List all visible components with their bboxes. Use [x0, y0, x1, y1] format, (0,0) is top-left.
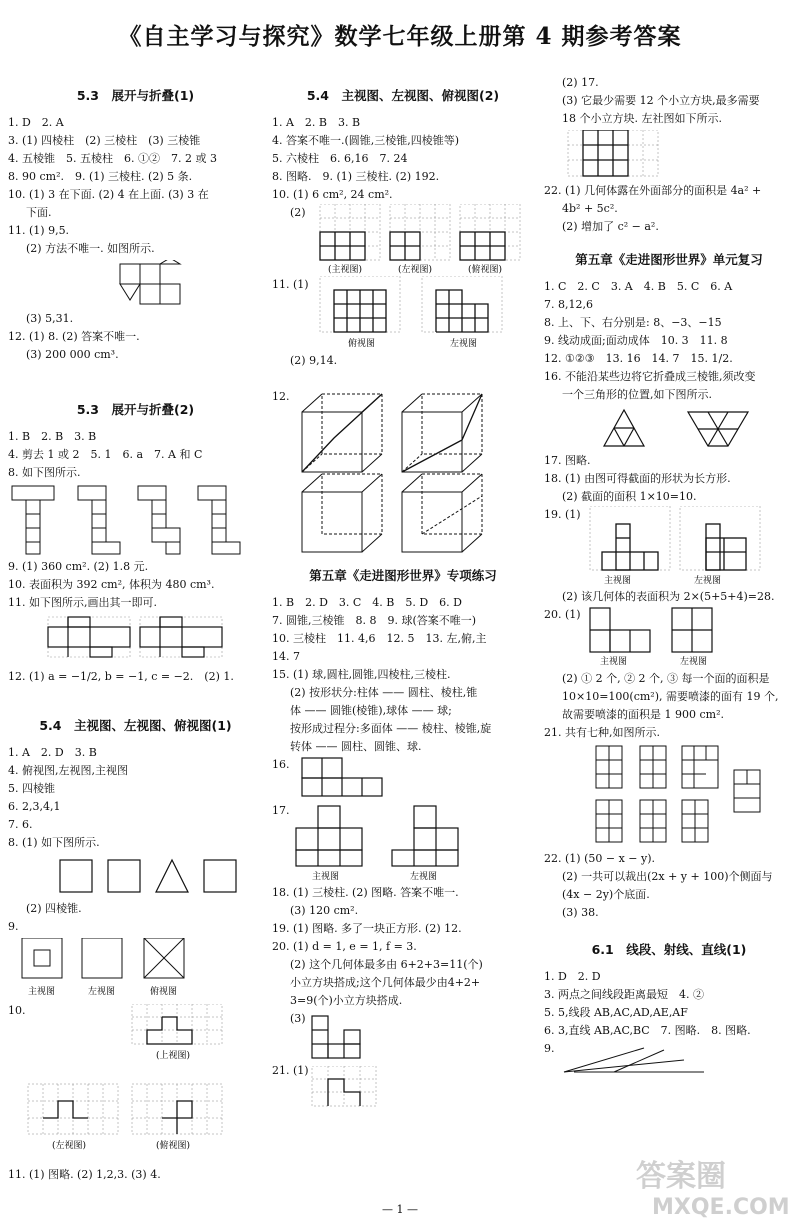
answer-line: 11. (1)	[272, 278, 309, 291]
answer-line: 4b² + 5c².	[562, 202, 618, 215]
watermark-logo	[630, 1148, 800, 1220]
grid-view-figure	[544, 130, 794, 180]
answer-line: (2) 截面的面积 1×10=10.	[562, 490, 697, 503]
view-caption: (俯视图)	[156, 1141, 191, 1151]
view-caption: 左视图	[680, 657, 708, 667]
column-3	[544, 74, 794, 1078]
answer-line: 下面.	[26, 206, 52, 219]
answer-line: 19. (1) 图略. 多了一块正方形. (2) 12.	[272, 922, 462, 935]
answer-line: 10. 表面积为 392 cm², 体积为 480 cm³.	[8, 578, 215, 591]
answer-line: (3) 38.	[562, 906, 599, 919]
section-heading: 6.1 线段、射线、直线(1)	[591, 942, 747, 957]
answer-line: 16. 不能沿某些边将它折叠成三棱锥,须改变	[544, 370, 756, 383]
answer-line: 9.	[8, 920, 19, 933]
answer-line: (2) 一共可以裁出(2x + y + 100)个侧面与	[562, 870, 773, 883]
answer-line: 19. (1)	[544, 508, 581, 521]
view-caption: 主视图	[28, 987, 56, 997]
answer-line: 一个三角形的位置,如下图所示.	[562, 388, 712, 401]
section-heading: 5.3 展开与折叠(1)	[76, 88, 195, 103]
cube-section-figure	[272, 388, 534, 556]
answer-line: 7. 6.	[8, 818, 33, 831]
svg-text:MXQE.COM: MXQE.COM	[652, 1195, 790, 1220]
section-heading: 5.3 展开与折叠(2)	[76, 402, 195, 417]
view-caption: (主视图)	[328, 265, 363, 274]
answer-line: 1. A 2. B 3. B	[272, 116, 361, 129]
answer-line: 21. (1)	[272, 1064, 309, 1077]
answer-line: 12. (1) a = −1/2, b = −1, c = −2. (2) 1.	[8, 670, 234, 683]
answer-line: 4. 剪去 1 或 2 5. 1 6. a 7. A 和 C	[8, 448, 203, 461]
answer-line: 转体 —— 圆柱、圆锥、球.	[290, 740, 422, 753]
section-heading: 5.4 主视图、左视图、俯视图(2)	[306, 88, 500, 103]
answer-line: 10. (1) 6 cm², 24 cm².	[272, 188, 393, 201]
answer-line: 11. 如下图所示,画出其一即可.	[8, 596, 157, 609]
answer-line: (2) 方法不唯一. 如图所示.	[26, 242, 155, 255]
net-figure	[272, 756, 534, 800]
answer-line: (2) 按形状分:柱体 —— 圆柱、棱柱,锥	[290, 686, 478, 699]
answer-line: 7. 8,12,6	[544, 298, 593, 311]
stacked-views-figure	[544, 606, 794, 668]
grid-views-figure	[8, 1004, 263, 1164]
page-title: 《自主学习与探究》数学七年级上册第 4 期参考答案	[118, 23, 682, 50]
section-heading: 5.4 主视图、左视图、俯视图(1)	[39, 718, 232, 733]
view-caption: 主视图	[312, 872, 340, 882]
grid-view-figure	[272, 1066, 534, 1108]
answer-line: 8. 90 cm². 9. (1) 三棱柱. (2) 5 条.	[8, 170, 193, 183]
view-caption: 俯视图	[348, 339, 376, 349]
view-caption: 左视图	[450, 339, 478, 349]
answer-line: 12. (1) 8. (2) 答案不唯一.	[8, 330, 140, 343]
answer-line: 3=9(个)小立方块搭成.	[290, 994, 403, 1007]
answer-line: (3) 120 cm².	[290, 904, 359, 917]
answer-line: 22. (1) (50 − x − y).	[544, 852, 655, 865]
answer-line: 5. 5,线段 AB,AC,AD,AE,AF	[544, 1006, 688, 1019]
answer-line: 8. 图略. 9. (1) 三棱柱. (2) 192.	[272, 170, 440, 183]
answer-line: 18. (1) 三棱柱. (2) 图略. 答案不唯一.	[272, 886, 459, 899]
box-nets-figure	[8, 614, 263, 662]
answer-line: 故需要喷漆的面积是 1 900 cm².	[562, 708, 724, 721]
view-caption: 俯视图	[150, 987, 178, 997]
answer-line: 10.	[8, 1004, 26, 1017]
answer-line: (2) 17.	[562, 76, 599, 89]
answer-line: 11. (1) 9,5.	[8, 224, 70, 237]
answer-line: 21. 共有七种,如图所示.	[544, 726, 660, 739]
answer-line: 14. 7	[272, 650, 300, 663]
answer-line: 1. D 2. D	[544, 970, 601, 983]
numbered-grid-figure	[544, 744, 794, 848]
answer-line: 3. 两点之间线段距离最短 4. ②	[544, 988, 704, 1001]
grid-views-figure	[544, 506, 794, 586]
line-segments-figure	[544, 1046, 794, 1076]
view-caption: (左视图)	[398, 265, 433, 274]
answer-line: 按形成过程分:多面体 —— 棱柱、棱锥,旋	[290, 722, 492, 735]
view-caption: 左视图	[88, 987, 116, 997]
pyramid-views-figure	[8, 938, 263, 1000]
answer-line: 5. 四棱锥	[8, 782, 55, 795]
answer-line: 11. (1) 图略. (2) 1,2,3. (3) 4.	[8, 1168, 161, 1181]
grid-views-figure	[272, 276, 534, 350]
column-1	[8, 78, 263, 1184]
view-caption: 左视图	[694, 576, 722, 586]
view-caption: (上视图)	[156, 1051, 191, 1061]
cube-net-figure	[8, 260, 263, 308]
answer-line: 1. C 2. C 3. A 4. B 5. C 6. A	[544, 280, 733, 293]
answer-line: (2) 这个几何体最多由 6+2+3=11(个)	[290, 958, 483, 971]
answer-line: 20. (1)	[544, 608, 581, 621]
answer-line: 12. ①②③ 13. 16 14. 7 15. 1/2.	[544, 352, 733, 365]
answer-line: 17.	[272, 804, 290, 817]
answer-line: 8. (1) 如下图所示.	[8, 836, 100, 849]
answer-line: 1. B 2. B 3. B	[8, 430, 97, 443]
answer-line: (2) ① 2 个, ② 2 个, ③ 每一个面的面积是	[562, 672, 770, 685]
answer-line: (2) 四棱锥.	[26, 902, 82, 915]
answer-line: 12.	[272, 390, 290, 403]
answer-line: 20. (1) d = 1, e = 1, f = 3.	[272, 940, 417, 953]
answer-line: (3)	[290, 1012, 306, 1025]
answer-line: (4x − 2y)个底面.	[562, 888, 650, 901]
view-caption: 左视图	[410, 872, 438, 882]
answer-line: 17. 图略.	[544, 454, 591, 467]
three-views-figure	[8, 854, 263, 898]
answer-line: 4. 俯视图,左视图,主视图	[8, 764, 128, 777]
answer-line: 5. 六棱柱 6. 6,16 7. 24	[272, 152, 408, 165]
view-caption: (俯视图)	[468, 265, 503, 274]
answer-line: 16.	[272, 758, 290, 771]
answer-line: 6. 2,3,4,1	[8, 800, 61, 813]
triangle-nets-figure	[544, 406, 794, 450]
cube-nets-figure	[8, 484, 263, 556]
answer-line: 10. 三棱柱 11. 4,6 12. 5 13. 左,俯,主	[272, 632, 487, 645]
answer-line: (2) 该几何体的表面积为 2×(5+5+4)=28.	[562, 590, 775, 603]
answer-line: (2) 9,14.	[290, 354, 338, 367]
column-2	[272, 78, 534, 1110]
svg-text:答案圈: 答案圈	[636, 1159, 726, 1194]
view-caption: 主视图	[600, 657, 628, 667]
stacked-view-figure	[272, 1014, 534, 1060]
answer-line: 22. (1) 几何体露在外面部分的面积是 4a² +	[544, 184, 762, 197]
answer-line: 1. D 2. A	[8, 116, 64, 129]
answer-line: 8. 上、下、右分别是: 8、−3、−15	[544, 316, 722, 329]
answer-line: 1. B 2. D 3. C 4. B 5. D 6. D	[272, 596, 462, 609]
answer-line: 18. (1) 由图可得截面的形状为长方形.	[544, 472, 731, 485]
answer-line: 10. (1) 3 在下面. (2) 4 在上面. (3) 3 在	[8, 188, 209, 201]
answer-line: 9. (1) 360 cm². (2) 1.8 元.	[8, 560, 149, 573]
answer-line: 4. 答案不唯一.(圆锥,三棱锥,四棱锥等)	[272, 134, 460, 147]
answer-line: (3) 200 000 cm³.	[26, 348, 119, 361]
answer-line: 3. (1) 四棱柱 (2) 三棱柱 (3) 三棱锥	[8, 134, 201, 147]
page-number: — 1 —	[382, 1203, 418, 1216]
answer-line: 8. 如下图所示.	[8, 466, 81, 479]
view-caption: 主视图	[604, 576, 632, 586]
answer-line: 9. 线动成面;面动成体 10. 3 11. 8	[544, 334, 728, 347]
answer-line: 6. 3,直线 AB,AC,BC 7. 图略. 8. 图略.	[544, 1024, 751, 1037]
answer-line: 7. 圆锥,三棱锥 8. 8 9. 球(答案不唯一)	[272, 614, 477, 627]
answer-line: (3) 5,31.	[26, 312, 74, 325]
answer-line: (3) 它最少需要 12 个小立方块,最多需要	[562, 94, 760, 107]
answer-line: 9.	[544, 1042, 555, 1055]
answer-line: 4. 五棱锥 5. 五棱柱 6. ①② 7. 2 或 3	[8, 152, 217, 165]
answer-line: 18 个小立方块. 左社图如下所示.	[562, 112, 722, 125]
grid-views-figure	[272, 204, 534, 274]
answer-line: 小立方块搭成;这个几何体最少由4+2+	[290, 976, 481, 989]
answer-line: 15. (1) 球,圆柱,圆锥,四棱柱,三棱柱.	[272, 668, 451, 681]
view-caption: (左视图)	[52, 1141, 87, 1151]
section-heading: 第五章《走进图形世界》单元复习	[575, 252, 763, 267]
answer-line: (2) 增加了 c² − a².	[562, 220, 659, 233]
answer-line: (2)	[290, 206, 306, 219]
answer-line: 1. A 2. D 3. B	[8, 746, 97, 759]
answer-line: 体 —— 圆锥(棱锥),球体 —— 球;	[290, 704, 452, 717]
answer-line: 10×10=100(cm²), 需要喷漆的面有 19 个,	[562, 690, 779, 703]
stacked-views-figure	[272, 802, 534, 882]
section-heading: 第五章《走进图形世界》专项练习	[309, 568, 497, 583]
